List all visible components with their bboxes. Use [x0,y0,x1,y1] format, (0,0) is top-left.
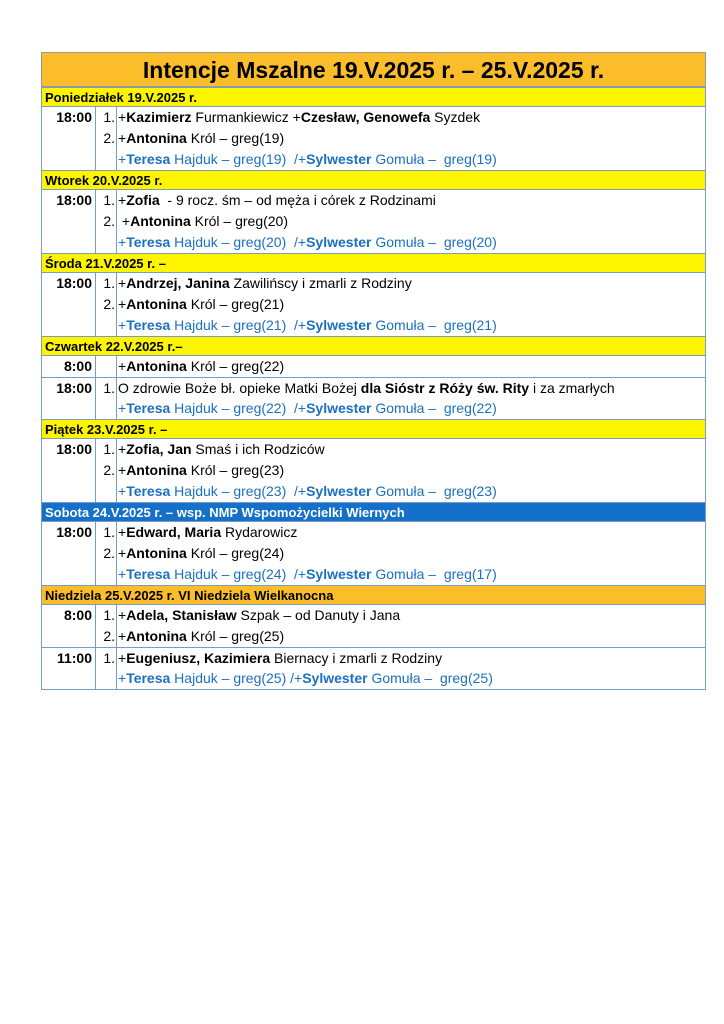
intention-text [117,190,705,211]
intention-text [117,668,705,689]
intention-name: Teresa [126,234,171,250]
table-bottom-border [41,689,706,690]
intention-text-part: + [118,441,127,457]
intention-number [96,356,117,377]
intention-name: Teresa [126,317,171,333]
intention-row [42,439,705,460]
intention-text-part: Król – greg(25) [186,628,285,644]
intention-name: Antonina [126,545,187,561]
mass-time [42,543,96,564]
intention-name: Antonina [130,213,191,229]
intention-number [96,398,117,419]
intention-text [117,356,705,377]
intention-number: 1. [96,522,117,543]
intention-text [117,564,705,585]
intention-text [117,149,705,170]
day-section [41,87,706,170]
intention-text-part: Szpak – od Danuty i Jana [236,607,401,623]
intention-name: Eugeniusz, Kazimiera [126,650,271,666]
intention-text-part: Syzdek [430,109,481,125]
intention-name: Zofia, Jan [126,441,192,457]
intention-number: 2. [96,294,117,315]
intention-name: Sylwester [306,566,372,582]
days-table [41,87,706,689]
intention-text [117,128,705,149]
intention-text-part: Król – greg(20) [190,213,289,229]
intention-name: Sylwester [306,317,372,333]
intention-number [96,315,117,336]
intention-name: Sylwester [306,400,372,416]
intention-text-part: + [118,151,127,167]
intention-name: Sylwester [302,670,368,686]
intention-name: Antonina [126,358,187,374]
intention-text [117,398,705,419]
intention-row [42,605,705,626]
mass-time [42,460,96,481]
intention-text-part: + [118,483,127,499]
mass-time: 18:00 [42,439,96,460]
intention-text-part: Gomuła – greg(17) [371,566,497,582]
intention-number: 2. [96,626,117,647]
intention-text-part: Gomuła – greg(23) [371,483,497,499]
intention-name: Sylwester [306,151,372,167]
day-section [41,170,706,253]
day-section [41,585,706,689]
intention-text [117,378,705,398]
mass-time: 8:00 [42,605,96,626]
intention-text-part: Gomuła – greg(20) [371,234,497,250]
day-section [41,336,706,419]
intention-name: Teresa [126,400,171,416]
intention-text-part: Gomuła – greg(25) [367,670,493,686]
mass-time [42,149,96,170]
intention-row [42,647,705,668]
day-header: Niedziela 25.V.2025 r. VI Niedziela Wielkanocna [42,585,705,605]
intention-name: dla Sióstr z Róży św. Rity [360,380,530,396]
intention-text-part: + [118,607,127,623]
intention-text [117,626,705,647]
intention-text-part: Król – greg(23) [186,462,285,478]
intention-text-part: + [118,213,131,229]
mass-time [42,128,96,149]
intention-text-part: + [118,545,127,561]
intention-text-part: + [118,628,127,644]
intention-text-part: Rydarowicz [221,524,298,540]
intention-number [96,668,117,689]
intention-name: Edward, Maria [126,524,222,540]
intention-name: Kazimierz [126,109,192,125]
mass-time [42,564,96,585]
intention-text-part: Hajduk – greg(24) /+ [170,566,307,582]
intention-text-part: + [118,358,127,374]
intention-name: Antonina [126,296,187,312]
intention-text-part: + [118,275,127,291]
intention-text [117,294,705,315]
intention-row [42,626,705,647]
intention-text-part: Biernacy i zmarli z Rodziny [270,650,443,666]
intention-text-part: Gomuła – greg(19) [371,151,497,167]
intention-text-part: Król – greg(24) [186,545,285,561]
intention-text-part: + [118,317,127,333]
intention-number: 1. [96,439,117,460]
intention-text-part: Zawilińscy i zmarli z Rodziny [229,275,412,291]
mass-time [42,626,96,647]
intention-text [117,648,705,668]
intention-text-part: - 9 rocz. śm – od męża i córek z Rodzinami [159,192,436,208]
mass-time: 18:00 [42,378,96,398]
intention-text-part: Hajduk – greg(25) /+ [170,670,303,686]
intention-number: 1. [96,605,117,626]
intention-name: Antonina [126,462,187,478]
intention-text-part: Smaś i ich Rodziców [191,441,325,457]
mass-time [42,232,96,253]
intention-text [117,439,705,460]
mass-time [42,315,96,336]
intention-text [117,481,705,502]
intention-text-part: Hajduk – greg(20) /+ [170,234,307,250]
day-section [41,419,706,502]
intention-name: Teresa [126,483,171,499]
mass-time: 11:00 [42,648,96,668]
intention-text-part: Hajduk – greg(22) /+ [170,400,307,416]
mass-time [42,211,96,232]
day-header: Środa 21.V.2025 r. – [42,253,705,273]
intention-row [42,356,705,377]
day-header: Poniedziałek 19.V.2025 r. [42,87,705,107]
intention-name: Andrzej, Janina [126,275,230,291]
intention-row [42,190,705,211]
day-header: Sobota 24.V.2025 r. – wsp. NMP Wspomożycielki Wiernych [42,502,705,522]
intention-name: Sylwester [306,234,372,250]
intention-text-part: + [118,462,127,478]
day-header: Czwartek 22.V.2025 r.– [42,336,705,356]
intention-number: 2. [96,543,117,564]
day-section [41,253,706,336]
mass-time [42,481,96,502]
intention-row [42,460,705,481]
intention-number: 2. [96,460,117,481]
intention-text-part: Król – greg(19) [186,130,285,146]
intention-number [96,149,117,170]
intention-text-part: O zdrowie Boże bł. opieke Matki Bożej [118,380,361,396]
intentions-sheet [41,52,706,690]
day-header: Wtorek 20.V.2025 r. [42,170,705,190]
intention-row [42,211,705,232]
intention-name: Adela, Stanisław [126,607,237,623]
intention-name: Zofia [126,192,160,208]
intention-row [42,149,705,170]
intention-text [117,211,705,232]
intention-name: Sylwester [306,483,372,499]
intention-text-part: + [118,566,127,582]
day-section [41,502,706,585]
intention-name: Teresa [126,566,171,582]
intention-row [42,128,705,149]
mass-time: 18:00 [42,107,96,128]
intention-row [42,522,705,543]
intention-text [117,543,705,564]
mass-time: 8:00 [42,356,96,377]
intention-text-part: + [118,650,127,666]
intention-text-part: + [118,670,127,686]
intention-text-part: + [118,400,127,416]
intention-name: Teresa [126,670,171,686]
intention-text-part: Hajduk – greg(21) /+ [170,317,307,333]
intention-row [42,273,705,294]
intention-number [96,232,117,253]
intention-text-part: + [118,234,127,250]
mass-time [42,294,96,315]
intention-number [96,564,117,585]
intention-text [117,605,705,626]
intention-text-part: + [118,109,127,125]
intention-row [42,294,705,315]
intention-row [42,232,705,253]
intention-text [117,232,705,253]
intention-number: 1. [96,190,117,211]
intention-text [117,107,705,128]
intention-name: Antonina [126,628,187,644]
intention-number: 1. [96,107,117,128]
intention-name: Czesław, Genowefa [300,109,431,125]
day-header: Piątek 23.V.2025 r. – [42,419,705,439]
intention-text-part: Hajduk – greg(19) /+ [170,151,307,167]
intention-text-part: Król – greg(22) [186,358,285,374]
intention-text-part: + [118,192,127,208]
intention-text [117,460,705,481]
intention-number: 2. [96,211,117,232]
intention-text-part: + [118,524,127,540]
intention-row [42,377,705,398]
intention-text [117,315,705,336]
mass-time: 18:00 [42,273,96,294]
mass-time [42,398,96,419]
intention-name: Teresa [126,151,171,167]
mass-time [42,668,96,689]
intention-number: 1. [96,378,117,398]
intention-text-part: Król – greg(21) [186,296,285,312]
intention-text-part: + [118,130,127,146]
intention-number [96,481,117,502]
intention-number: 2. [96,128,117,149]
intention-row [42,564,705,585]
mass-time: 18:00 [42,522,96,543]
intention-name: Antonina [126,130,187,146]
intention-row [42,543,705,564]
intention-row [42,107,705,128]
intention-row [42,481,705,502]
intention-text-part: i za zmarłych [529,380,615,396]
intention-number: 1. [96,273,117,294]
mass-time: 18:00 [42,190,96,211]
intention-number: 1. [96,648,117,668]
intention-text-part: Gomuła – greg(22) [371,400,497,416]
intention-text-part: Hajduk – greg(23) /+ [170,483,307,499]
intention-text [117,273,705,294]
page-title: Intencje Mszalne 19.V.2025 r. – 25.V.2025 r. [41,52,706,87]
intention-row [42,668,705,689]
intention-text-part: Furmankiewicz + [191,109,301,125]
intention-text-part: + [118,296,127,312]
intention-row [42,315,705,336]
intention-row [42,398,705,419]
intention-text-part: Gomuła – greg(21) [371,317,497,333]
intention-text [117,522,705,543]
